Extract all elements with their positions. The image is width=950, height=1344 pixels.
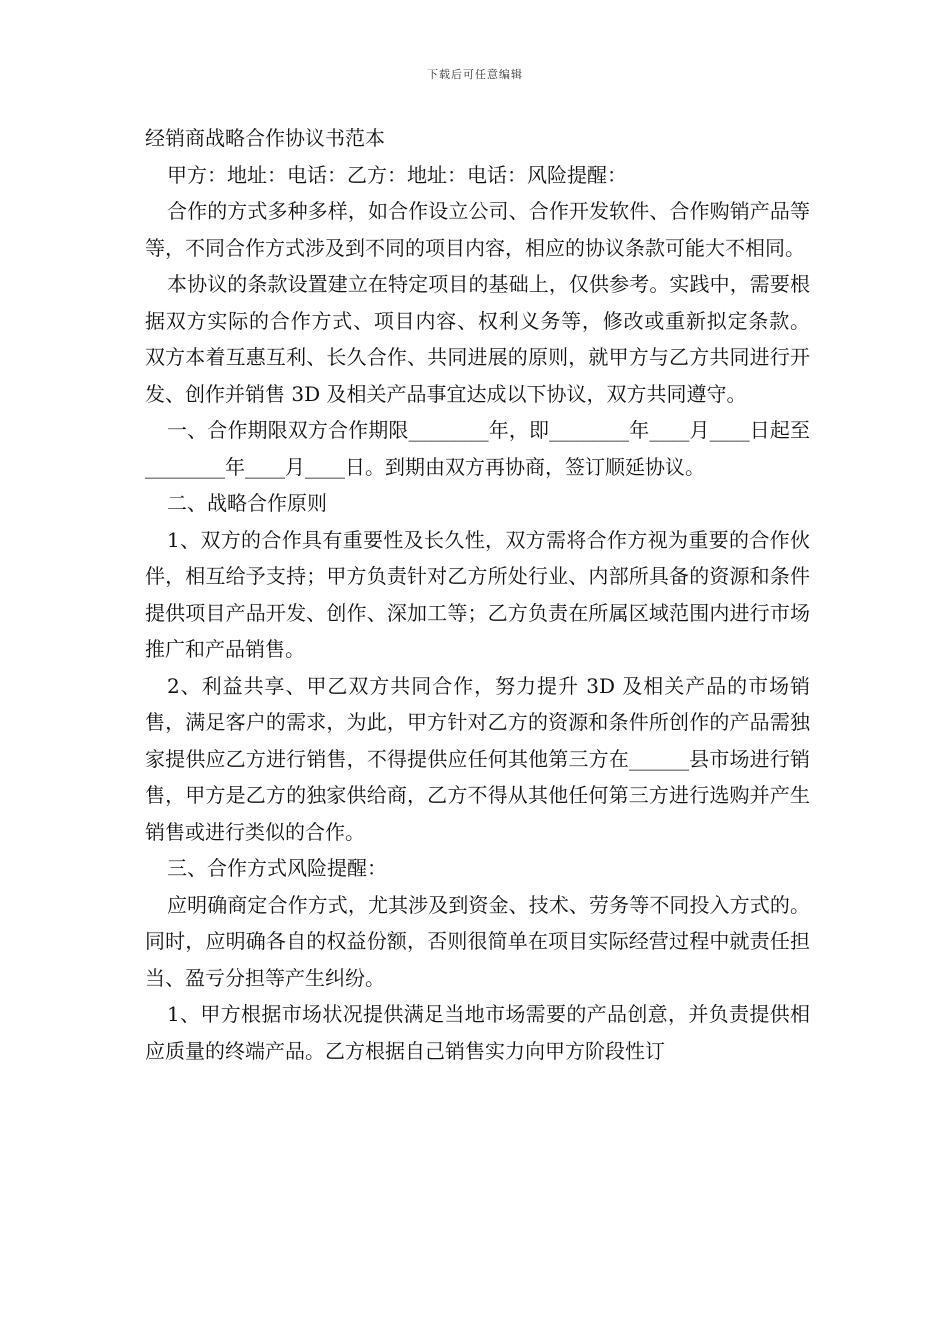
header-note: 下载后可任意编辑 [427,68,523,81]
paragraph-cooperation-risk: 应明确商定合作方式，尤其涉及到资金、技术、劳务等不同投入方式的。同时，应明确各自的权益份额，否则很简单在项目实际经营过程中就责任担当、盈亏分担等产生纠纷。 [145,892,810,990]
paragraph-principle-1: 1、双方的合作具有重要性及长久性，双方需将合作方视为重要的合作伙伴，相互给予支持；甲方负责针对乙方所处行业、内部所具备的资源和条件提供项目产品开发、创作、深加工等；乙方负责在所属区域范围内进行市场推广和产品销售。 [145,527,810,661]
paragraph-agreement-basis: 本协议的条款设置建立在特定项目的基础上，仅供参考。实践中，需要根据双方实际的合作方式、项目内容、权利义务等，修改或重新拟定条款。 双方本着互惠互利、长久合作、共同进展的原则，就甲方与乙方共同进行开发、创作并销售 3D 及相关产品事宜达成以下协议，双方共同遵守。 [145,272,810,406]
paragraph-parties: 甲方：地址：电话：乙方：地址：电话：风险提醒： [167,162,627,187]
document-body [145,120,810,1069]
paragraph-cooperation-forms: 合作的方式多种多样，如合作设立公司、合作开发软件、合作购销产品等等，不同合作方式涉及到不同的项目内容，相应的协议条款可能大不相同。 [145,199,810,260]
paragraph-term: 一、合作期限双方合作期限________年，即________年____月____日起至________年____月____日。到期由双方再协商，签订顺延协议。 [145,418,810,479]
paragraph-principle-2: 2、利益共享、甲乙双方共同合作，努力提升 3D 及相关产品的市场销售，满足客户的需求，为此，甲方针对乙方的资源和条件所创作的产品需独家提供应乙方进行销售，不得提供应任何其他第三方在______县市场进行销售，甲方是乙方的独家供给商，乙方不得从其他任何第三方进行选购并产生销售或进行类似的合作。 [145,673,810,844]
paragraph-method-1: 1、甲方根据市场状况提供满足当地市场需要的产品创意，并负责提供相应质量的终端产品。乙方根据自己销售实力向甲方阶段性订 [145,1002,810,1063]
section-heading-cooperation-risk: 三、合作方式风险提醒： [167,856,387,880]
section-heading-principles: 二、战略合作原则 [167,491,327,515]
document-title: 经销商战略合作协议书范本 [145,126,385,150]
